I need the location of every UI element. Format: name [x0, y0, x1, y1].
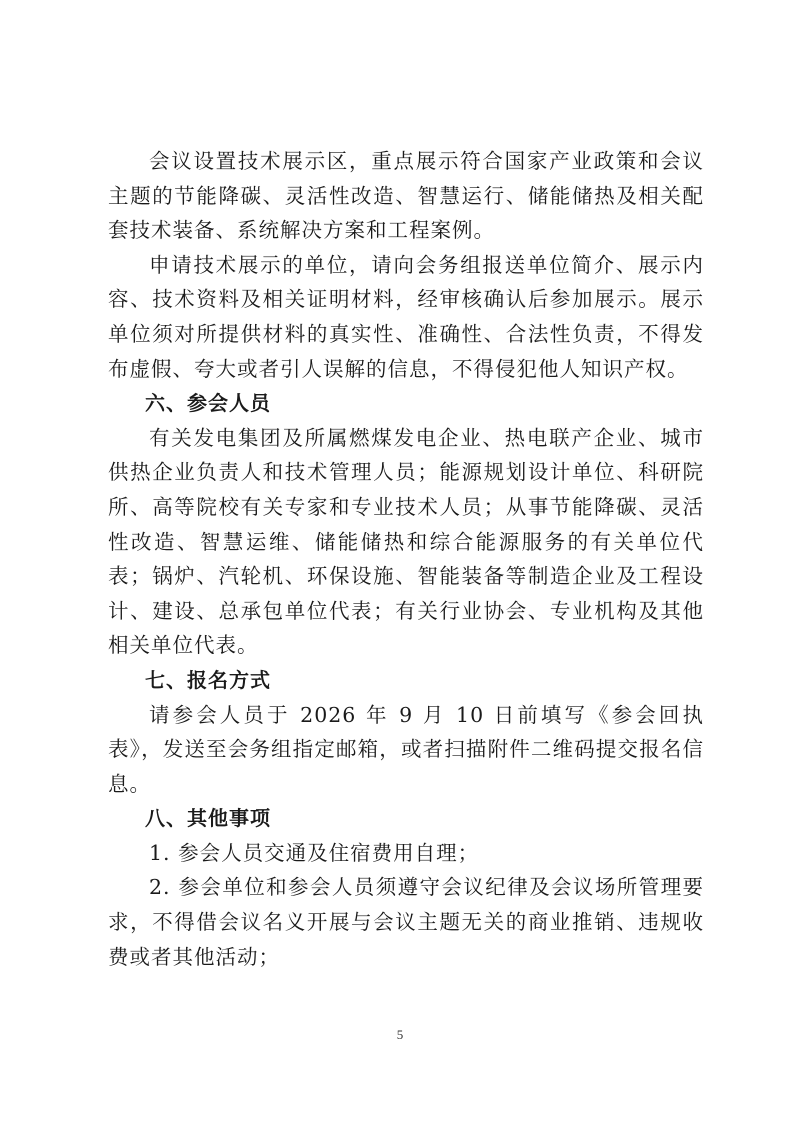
paragraph-item-2: 2. 参会单位和参会人员须遵守会议纪律及会议场所管理要求，不得借会议名义开展与会议主题无关的商业推销、违规收费或者其他活动；: [108, 875, 704, 969]
paragraph-exhibition-area: 会议设置技术展示区，重点展示符合国家产业政策和会议主题的节能降碳、灵活性改造、智慧运行、储能储热及相关配套技术装备、系统解决方案和工程案例。: [108, 149, 704, 243]
page-number: 5: [396, 1027, 404, 1042]
document-body: [108, 144, 704, 974]
heading-participants: 六、参会人员: [145, 391, 271, 416]
heading-other-matters: 八、其他事项: [145, 806, 271, 831]
paragraph-exhibition-application: 申请技术展示的单位，请向会务组报送单位简介、展示内容、技术资料及相关证明材料，经审核确认后参加展示。展示单位须对所提供材料的真实性、准确性、合法性负责，不得发布虚假、夸大或者引人误解的信息，不得侵犯他人知识产权。: [108, 252, 704, 381]
paragraph-participants: 有关发电集团及所属燃煤发电企业、热电联产企业、城市供热企业负责人和技术管理人员；能源规划设计单位、科研院所、高等院校有关专家和专业技术人员；从事节能降碳、灵活性改造、智慧运维、储能储热和综合能源服务的有关单位代表；锅炉、汽轮机、环保设施、智能装备等制造企业及工程设计、建设、总承包单位代表；有关行业协会、专业机构及其他相关单位代表。: [108, 425, 704, 658]
paragraph-registration: 请参会人员于 2026 年 9 月 10 日前填写《参会回执表》，发送至会务组指定邮箱，或者扫描附件二维码提交报名信息。: [108, 702, 704, 796]
paragraph-item-1: 1. 参会人员交通及住宿费用自理；: [149, 840, 480, 865]
heading-registration: 七、报名方式: [145, 667, 271, 692]
